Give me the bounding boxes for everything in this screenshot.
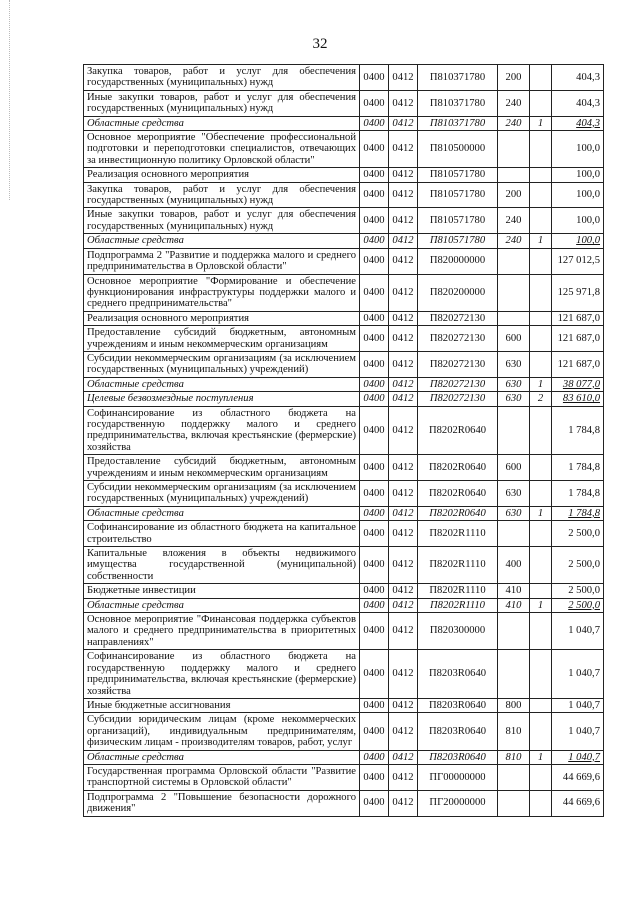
subsection-code-cell: 0412: [389, 274, 418, 311]
row-name-cell: Субсидии некоммерческим организациям (за исключением государственных (муниципальных) учреждений): [84, 481, 360, 507]
target-article-cell: ПГ00000000: [418, 764, 498, 790]
expense-type-cell: [498, 521, 530, 547]
section-code-cell: 0400: [360, 481, 389, 507]
amount-cell: 404,3: [552, 90, 604, 116]
page-number: 32: [312, 36, 328, 52]
funding-source-cell: [530, 584, 552, 598]
funding-source-cell: [530, 650, 552, 699]
target-article-cell: П810500000: [418, 131, 498, 168]
table-row: [84, 598, 604, 612]
table-row: [84, 168, 604, 182]
row-name-cell: Софинансирование из областного бюджета на капитальное строительство: [84, 521, 360, 547]
table-row: [84, 713, 604, 750]
table-row: [84, 650, 604, 699]
section-code-cell: 0400: [360, 377, 389, 391]
section-code-cell: 0400: [360, 713, 389, 750]
funding-source-cell: [530, 274, 552, 311]
budget-table-body: [84, 65, 604, 817]
subsection-code-cell: 0412: [389, 521, 418, 547]
funding-source-cell: [530, 208, 552, 234]
target-article-cell: П820300000: [418, 613, 498, 650]
subsection-code-cell: 0412: [389, 650, 418, 699]
funding-source-cell: [530, 65, 552, 91]
target-article-cell: П820272130: [418, 351, 498, 377]
table-row: [84, 698, 604, 712]
section-code-cell: 0400: [360, 506, 389, 520]
table-row: [84, 116, 604, 130]
funding-source-cell: [530, 182, 552, 208]
row-name-cell: Предоставление субсидий бюджетным, автономным учреждениям и иным некоммерческим организациям: [84, 455, 360, 481]
subsection-code-cell: 0412: [389, 506, 418, 520]
row-name-cell: Капитальные вложения в объекты недвижимого имущества государственной (муниципальной) собственности: [84, 547, 360, 584]
subsection-code-cell: 0412: [389, 351, 418, 377]
section-code-cell: 0400: [360, 274, 389, 311]
row-name-cell: Иные закупки товаров, работ и услуг для обеспечения государственных (муниципальных) нужд: [84, 208, 360, 234]
target-article-cell: П8202R1110: [418, 547, 498, 584]
funding-source-cell: [530, 90, 552, 116]
table-row: [84, 392, 604, 406]
row-name-cell: Иные закупки товаров, работ и услуг для обеспечения государственных (муниципальных) нужд: [84, 90, 360, 116]
subsection-code-cell: 0412: [389, 116, 418, 130]
target-article-cell: П820272130: [418, 377, 498, 391]
subsection-code-cell: 0412: [389, 406, 418, 455]
subsection-code-cell: 0412: [389, 392, 418, 406]
amount-cell: 1 040,7: [552, 750, 604, 764]
target-article-cell: П8203R0640: [418, 750, 498, 764]
expense-type-cell: [498, 650, 530, 699]
amount-cell: 100,0: [552, 208, 604, 234]
row-name-cell: Областные средства: [84, 598, 360, 612]
row-name-cell: Областные средства: [84, 234, 360, 248]
amount-cell: 83 610,0: [552, 392, 604, 406]
section-code-cell: 0400: [360, 208, 389, 234]
row-name-cell: Субсидии некоммерческим организациям (за исключением государственных (муниципальных) учреждений): [84, 351, 360, 377]
funding-source-cell: [530, 455, 552, 481]
target-article-cell: П8203R0640: [418, 650, 498, 699]
target-article-cell: П820000000: [418, 248, 498, 274]
subsection-code-cell: 0412: [389, 168, 418, 182]
funding-source-cell: 1: [530, 750, 552, 764]
funding-source-cell: [530, 613, 552, 650]
subsection-code-cell: 0412: [389, 377, 418, 391]
expense-type-cell: 240: [498, 116, 530, 130]
row-name-cell: Подпрограмма 2 "Повышение безопасности дорожного движения": [84, 790, 360, 816]
subsection-code-cell: 0412: [389, 131, 418, 168]
section-code-cell: 0400: [360, 521, 389, 547]
amount-cell: 44 669,6: [552, 790, 604, 816]
funding-source-cell: [530, 311, 552, 325]
target-article-cell: П810371780: [418, 65, 498, 91]
amount-cell: 2 500,0: [552, 521, 604, 547]
amount-cell: 1 784,8: [552, 455, 604, 481]
amount-cell: 1 040,7: [552, 713, 604, 750]
subsection-code-cell: 0412: [389, 547, 418, 584]
funding-source-cell: 1: [530, 116, 552, 130]
amount-cell: 1 784,8: [552, 481, 604, 507]
row-name-cell: Областные средства: [84, 506, 360, 520]
row-name-cell: Закупка товаров, работ и услуг для обеспечения государственных (муниципальных) нужд: [84, 65, 360, 91]
target-article-cell: П810571780: [418, 168, 498, 182]
amount-cell: 404,3: [552, 116, 604, 130]
expense-type-cell: 200: [498, 182, 530, 208]
funding-source-cell: 2: [530, 392, 552, 406]
table-row: [84, 326, 604, 352]
subsection-code-cell: 0412: [389, 248, 418, 274]
subsection-code-cell: 0412: [389, 764, 418, 790]
amount-cell: 1 040,7: [552, 650, 604, 699]
expense-type-cell: 810: [498, 713, 530, 750]
funding-source-cell: 1: [530, 377, 552, 391]
table-row: [84, 481, 604, 507]
target-article-cell: П810571780: [418, 182, 498, 208]
row-name-cell: Софинансирование из областного бюджета на государственную поддержку малого и среднего предпринимательства, включая крестьянские (фермерские) хозяйства: [84, 406, 360, 455]
section-code-cell: 0400: [360, 613, 389, 650]
amount-cell: 2 500,0: [552, 584, 604, 598]
table-row: [84, 90, 604, 116]
table-row: [84, 248, 604, 274]
subsection-code-cell: 0412: [389, 234, 418, 248]
amount-cell: 404,3: [552, 65, 604, 91]
funding-source-cell: 1: [530, 234, 552, 248]
section-code-cell: 0400: [360, 764, 389, 790]
expense-type-cell: [498, 311, 530, 325]
section-code-cell: 0400: [360, 698, 389, 712]
amount-cell: 44 669,6: [552, 764, 604, 790]
expense-type-cell: 410: [498, 584, 530, 598]
amount-cell: 121 687,0: [552, 311, 604, 325]
subsection-code-cell: 0412: [389, 698, 418, 712]
amount-cell: 100,0: [552, 182, 604, 208]
amount-cell: 38 077,0: [552, 377, 604, 391]
table-row: [84, 131, 604, 168]
amount-cell: 100,0: [552, 168, 604, 182]
table-row: [84, 790, 604, 816]
section-code-cell: 0400: [360, 131, 389, 168]
section-code-cell: 0400: [360, 392, 389, 406]
subsection-code-cell: 0412: [389, 584, 418, 598]
expense-type-cell: [498, 168, 530, 182]
target-article-cell: П8202R0640: [418, 506, 498, 520]
row-name-cell: Закупка товаров, работ и услуг для обеспечения государственных (муниципальных) нужд: [84, 182, 360, 208]
subsection-code-cell: 0412: [389, 481, 418, 507]
section-code-cell: 0400: [360, 406, 389, 455]
section-code-cell: 0400: [360, 598, 389, 612]
expense-type-cell: 810: [498, 750, 530, 764]
row-name-cell: Целевые безвозмездные поступления: [84, 392, 360, 406]
row-name-cell: Реализация основного мероприятия: [84, 168, 360, 182]
subsection-code-cell: 0412: [389, 311, 418, 325]
funding-source-cell: [530, 521, 552, 547]
funding-source-cell: [530, 168, 552, 182]
funding-source-cell: [530, 764, 552, 790]
target-article-cell: ПГ20000000: [418, 790, 498, 816]
budget-table: [83, 64, 604, 817]
expense-type-cell: 600: [498, 455, 530, 481]
amount-cell: 1 040,7: [552, 698, 604, 712]
target-article-cell: П810371780: [418, 116, 498, 130]
target-article-cell: П8202R1110: [418, 584, 498, 598]
expense-type-cell: 630: [498, 377, 530, 391]
expense-type-cell: 630: [498, 506, 530, 520]
amount-cell: 2 500,0: [552, 547, 604, 584]
expense-type-cell: 600: [498, 326, 530, 352]
target-article-cell: П810571780: [418, 234, 498, 248]
section-code-cell: 0400: [360, 248, 389, 274]
funding-source-cell: [530, 131, 552, 168]
expense-type-cell: [498, 248, 530, 274]
table-row: [84, 764, 604, 790]
table-row: [84, 455, 604, 481]
funding-source-cell: [530, 248, 552, 274]
expense-type-cell: [498, 764, 530, 790]
expense-type-cell: 630: [498, 481, 530, 507]
section-code-cell: 0400: [360, 650, 389, 699]
section-code-cell: 0400: [360, 116, 389, 130]
expense-type-cell: [498, 790, 530, 816]
funding-source-cell: [530, 351, 552, 377]
row-name-cell: Предоставление субсидий бюджетным, автономным учреждениям и иным некоммерческим организациям: [84, 326, 360, 352]
funding-source-cell: 1: [530, 598, 552, 612]
subsection-code-cell: 0412: [389, 65, 418, 91]
subsection-code-cell: 0412: [389, 713, 418, 750]
table-row: [84, 377, 604, 391]
row-name-cell: Подпрограмма 2 "Развитие и поддержка малого и среднего предпринимательства в Орловской области": [84, 248, 360, 274]
row-name-cell: Государственная программа Орловской области "Развитие транспортной системы в Орловской области": [84, 764, 360, 790]
expense-type-cell: 200: [498, 65, 530, 91]
section-code-cell: 0400: [360, 326, 389, 352]
table-row: [84, 547, 604, 584]
amount-cell: 1 784,8: [552, 506, 604, 520]
amount-cell: 100,0: [552, 234, 604, 248]
expense-type-cell: [498, 406, 530, 455]
expense-type-cell: 410: [498, 598, 530, 612]
expense-type-cell: 240: [498, 208, 530, 234]
amount-cell: 1 784,8: [552, 406, 604, 455]
funding-source-cell: [530, 713, 552, 750]
table-row: [84, 750, 604, 764]
expense-type-cell: 630: [498, 351, 530, 377]
funding-source-cell: [530, 481, 552, 507]
target-article-cell: П810371780: [418, 90, 498, 116]
target-article-cell: П820272130: [418, 311, 498, 325]
subsection-code-cell: 0412: [389, 613, 418, 650]
target-article-cell: П8202R0640: [418, 481, 498, 507]
row-name-cell: Бюджетные инвестиции: [84, 584, 360, 598]
subsection-code-cell: 0412: [389, 90, 418, 116]
subsection-code-cell: 0412: [389, 208, 418, 234]
target-article-cell: П8202R0640: [418, 406, 498, 455]
funding-source-cell: [530, 547, 552, 584]
table-row: [84, 182, 604, 208]
row-name-cell: Иные бюджетные ассигнования: [84, 698, 360, 712]
row-name-cell: Субсидии юридическим лицам (кроме некоммерческих организаций), индивидуальным предпринимателям, физическим лицам - производителям товаров, работ, услуг: [84, 713, 360, 750]
amount-cell: 121 687,0: [552, 351, 604, 377]
subsection-code-cell: 0412: [389, 598, 418, 612]
table-row: [84, 65, 604, 91]
section-code-cell: 0400: [360, 90, 389, 116]
amount-cell: 127 012,5: [552, 248, 604, 274]
subsection-code-cell: 0412: [389, 750, 418, 764]
row-name-cell: Областные средства: [84, 116, 360, 130]
section-code-cell: 0400: [360, 168, 389, 182]
amount-cell: 121 687,0: [552, 326, 604, 352]
section-code-cell: 0400: [360, 584, 389, 598]
amount-cell: 100,0: [552, 131, 604, 168]
target-article-cell: П8203R0640: [418, 698, 498, 712]
table-row: [84, 208, 604, 234]
funding-source-cell: [530, 790, 552, 816]
section-code-cell: 0400: [360, 750, 389, 764]
funding-source-cell: [530, 406, 552, 455]
funding-source-cell: [530, 326, 552, 352]
section-code-cell: 0400: [360, 790, 389, 816]
expense-type-cell: 630: [498, 392, 530, 406]
target-article-cell: П8202R1110: [418, 521, 498, 547]
table-row: [84, 274, 604, 311]
section-code-cell: 0400: [360, 547, 389, 584]
table-row: [84, 311, 604, 325]
row-name-cell: Софинансирование из областного бюджета на государственную поддержку малого и среднего предпринимательства, включая крестьянские (фермерские) хозяйства: [84, 650, 360, 699]
row-name-cell: Областные средства: [84, 377, 360, 391]
expense-type-cell: 400: [498, 547, 530, 584]
table-row: [84, 613, 604, 650]
row-name-cell: Основное мероприятие "Формирование и обеспечение функционирования инфраструктуры поддержки малого и среднего предпринимательства": [84, 274, 360, 311]
subsection-code-cell: 0412: [389, 790, 418, 816]
target-article-cell: П820272130: [418, 392, 498, 406]
target-article-cell: П820272130: [418, 326, 498, 352]
expense-type-cell: [498, 131, 530, 168]
row-name-cell: Основное мероприятие "Обеспечение профессиональной подготовки и переподготовки специалистов, отвечающих за инвестиционную политику Орловской области": [84, 131, 360, 168]
amount-cell: 2 500,0: [552, 598, 604, 612]
expense-type-cell: 240: [498, 90, 530, 116]
expense-type-cell: [498, 274, 530, 311]
section-code-cell: 0400: [360, 234, 389, 248]
table-row: [84, 406, 604, 455]
table-row: [84, 351, 604, 377]
subsection-code-cell: 0412: [389, 326, 418, 352]
target-article-cell: П8203R0640: [418, 713, 498, 750]
expense-type-cell: 800: [498, 698, 530, 712]
funding-source-cell: [530, 698, 552, 712]
row-name-cell: Областные средства: [84, 750, 360, 764]
section-code-cell: 0400: [360, 351, 389, 377]
target-article-cell: П810571780: [418, 208, 498, 234]
expense-type-cell: [498, 613, 530, 650]
table-row: [84, 234, 604, 248]
table-row: [84, 506, 604, 520]
section-code-cell: 0400: [360, 182, 389, 208]
amount-cell: 1 040,7: [552, 613, 604, 650]
section-code-cell: 0400: [360, 311, 389, 325]
target-article-cell: П820200000: [418, 274, 498, 311]
table-row: [84, 584, 604, 598]
expense-type-cell: 240: [498, 234, 530, 248]
row-name-cell: Основное мероприятие "Финансовая поддержка субъектов малого и среднего предпринимательства в приоритетных направлениях": [84, 613, 360, 650]
subsection-code-cell: 0412: [389, 182, 418, 208]
row-name-cell: Реализация основного мероприятия: [84, 311, 360, 325]
section-code-cell: 0400: [360, 455, 389, 481]
section-code-cell: 0400: [360, 65, 389, 91]
subsection-code-cell: 0412: [389, 455, 418, 481]
target-article-cell: П8202R1110: [418, 598, 498, 612]
funding-source-cell: 1: [530, 506, 552, 520]
target-article-cell: П8202R0640: [418, 455, 498, 481]
binding-margin-marks: [9, 0, 13, 200]
amount-cell: 125 971,8: [552, 274, 604, 311]
table-row: [84, 521, 604, 547]
